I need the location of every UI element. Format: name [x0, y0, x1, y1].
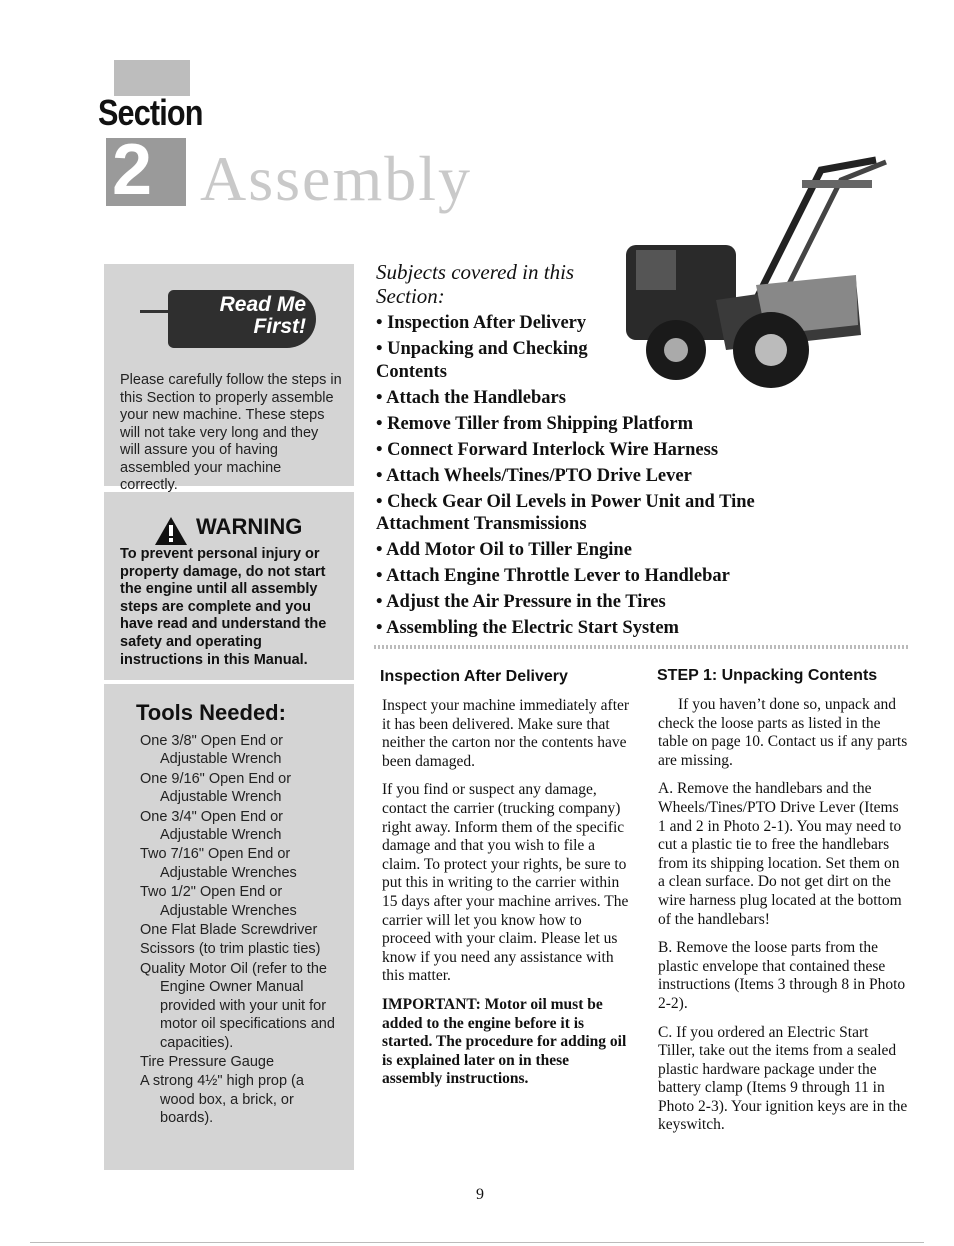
paragraph: A. Remove the handlebars and the Wheels/Tines/PTO Drive Lever (Items 1 and 2 in Photo 2-1). You may need to cut a plastic tie to free the handlebars from its shipping location. Set them on a clean surface. Do not get dirt on the wire harness plug located at the bottom of the handlebars!	[658, 780, 902, 928]
read-me-text: Please carefully follow the steps in this Section to properly assemble your new machine. These steps will not take very long and they will assure you of having assembled your machine correctly.	[120, 372, 342, 493]
subject-item: • Check Gear Oil Levels in Power Unit and Tine Attachment Transmissions	[376, 491, 755, 535]
subject-item: • Attach Wheels/Tines/PTO Drive Lever	[376, 465, 692, 486]
inspection-column	[382, 697, 632, 1099]
important-note: IMPORTANT: Motor oil must be added to the engine before it is started. The procedure for adding oil is explained later on in these assembly instructions.	[382, 995, 627, 1088]
subject-item: • Add Motor Oil to Tiller Engine	[376, 540, 632, 561]
bottom-rule	[30, 1242, 924, 1243]
paragraph: B. Remove the loose parts from the plastic envelope that contained these instructions (Items 3 through 8 in Photo 2-2).	[658, 939, 906, 1012]
subject-item: • Assembling the Electric Start System	[376, 618, 679, 639]
subject-item: • Connect Forward Interlock Wire Harness	[376, 439, 719, 460]
tool-item: Quality Motor Oil (refer to the Engine Owner Manual provided with your unit for motor oil specifications and capacities).	[140, 960, 335, 1051]
tool-item: One 3/8" Open End or Adjustable Wrench	[140, 733, 283, 768]
tiller-illustration	[606, 150, 896, 400]
paragraph: If you find or suspect any damage, contact the carrier (trucking company) right away. Inform them of the specific damage and that you wish to file a claim. To protect your rights, be sure to put this in writing to the carrier within 15 days after your machine arrives. The carrier will let you know how to proceed with your claim. Please let us know if you need any assistance with this matter.	[382, 781, 629, 985]
subjects-heading: Subjects covered in this Section:	[376, 260, 575, 308]
paragraph: Inspect your machine immediately after it has been delivered. Make sure that neither the carton nor the contents have been damaged.	[382, 697, 630, 770]
warning-triangle-icon	[154, 516, 188, 546]
subject-item: • Attach the Handlebars	[376, 387, 566, 408]
tool-item: One 9/16" Open End or Adjustable Wrench	[140, 770, 292, 806]
tool-item: Tire Pressure Gauge	[140, 1053, 275, 1070]
read-me-badge: Read Me First!	[168, 290, 316, 348]
inspection-heading: Inspection After Delivery	[380, 668, 568, 685]
warning-title: WARNING	[196, 514, 303, 539]
subject-item: • Adjust the Air Pressure in the Tires	[376, 592, 666, 613]
divider	[374, 645, 910, 649]
subject-item: • Remove Tiller from Shipping Platform	[376, 413, 694, 434]
subject-item: • Unpacking and Checking Contents	[376, 338, 588, 382]
tools-list	[140, 732, 340, 1129]
section-number: 2	[112, 130, 153, 210]
section-label: Section	[98, 92, 203, 133]
page-title: Assembly	[200, 143, 472, 214]
warning-text: To prevent personal injury or property damage, do not start the engine until all assembly steps are complete and you have read and understand the safety and operating instructions in this Manual.	[120, 546, 327, 668]
page-number: 9	[476, 1186, 484, 1203]
step1-heading: STEP 1: Unpacking Contents	[657, 667, 878, 684]
tool-item: One 3/4" Open End or Adjustable Wrench	[140, 808, 283, 844]
tool-item: Scissors (to trim plastic ties)	[140, 941, 321, 958]
subject-item: • Inspection After Delivery	[376, 313, 587, 333]
tool-item: Two 7/16" Open End or Adjustable Wrenches	[140, 846, 297, 881]
tools-title: Tools Needed:	[136, 700, 286, 725]
paragraph: C. If you ordered an Electric Start Tiller, take out the items from a sealed plastic hardware package under the battery clamp (Items 9 through 11 in Photo 2-3). Your ignition keys are in the keyswitch.	[658, 1023, 908, 1134]
section-graphic-box	[114, 60, 190, 96]
paragraph: If you haven’t done so, unpack and check the loose parts as listed in the table on page 10. Contact us if any parts are missing.	[658, 696, 908, 769]
tool-item: Two 1/2" Open End or Adjustable Wrenches	[140, 884, 297, 919]
tool-item: A strong 4½" high prop (a wood box, a brick, or boards).	[140, 1073, 304, 1127]
tool-item: One Flat Blade Screwdriver	[140, 922, 318, 939]
step1-column	[658, 696, 908, 1145]
subject-item: • Attach Engine Throttle Lever to Handlebar	[376, 566, 730, 587]
